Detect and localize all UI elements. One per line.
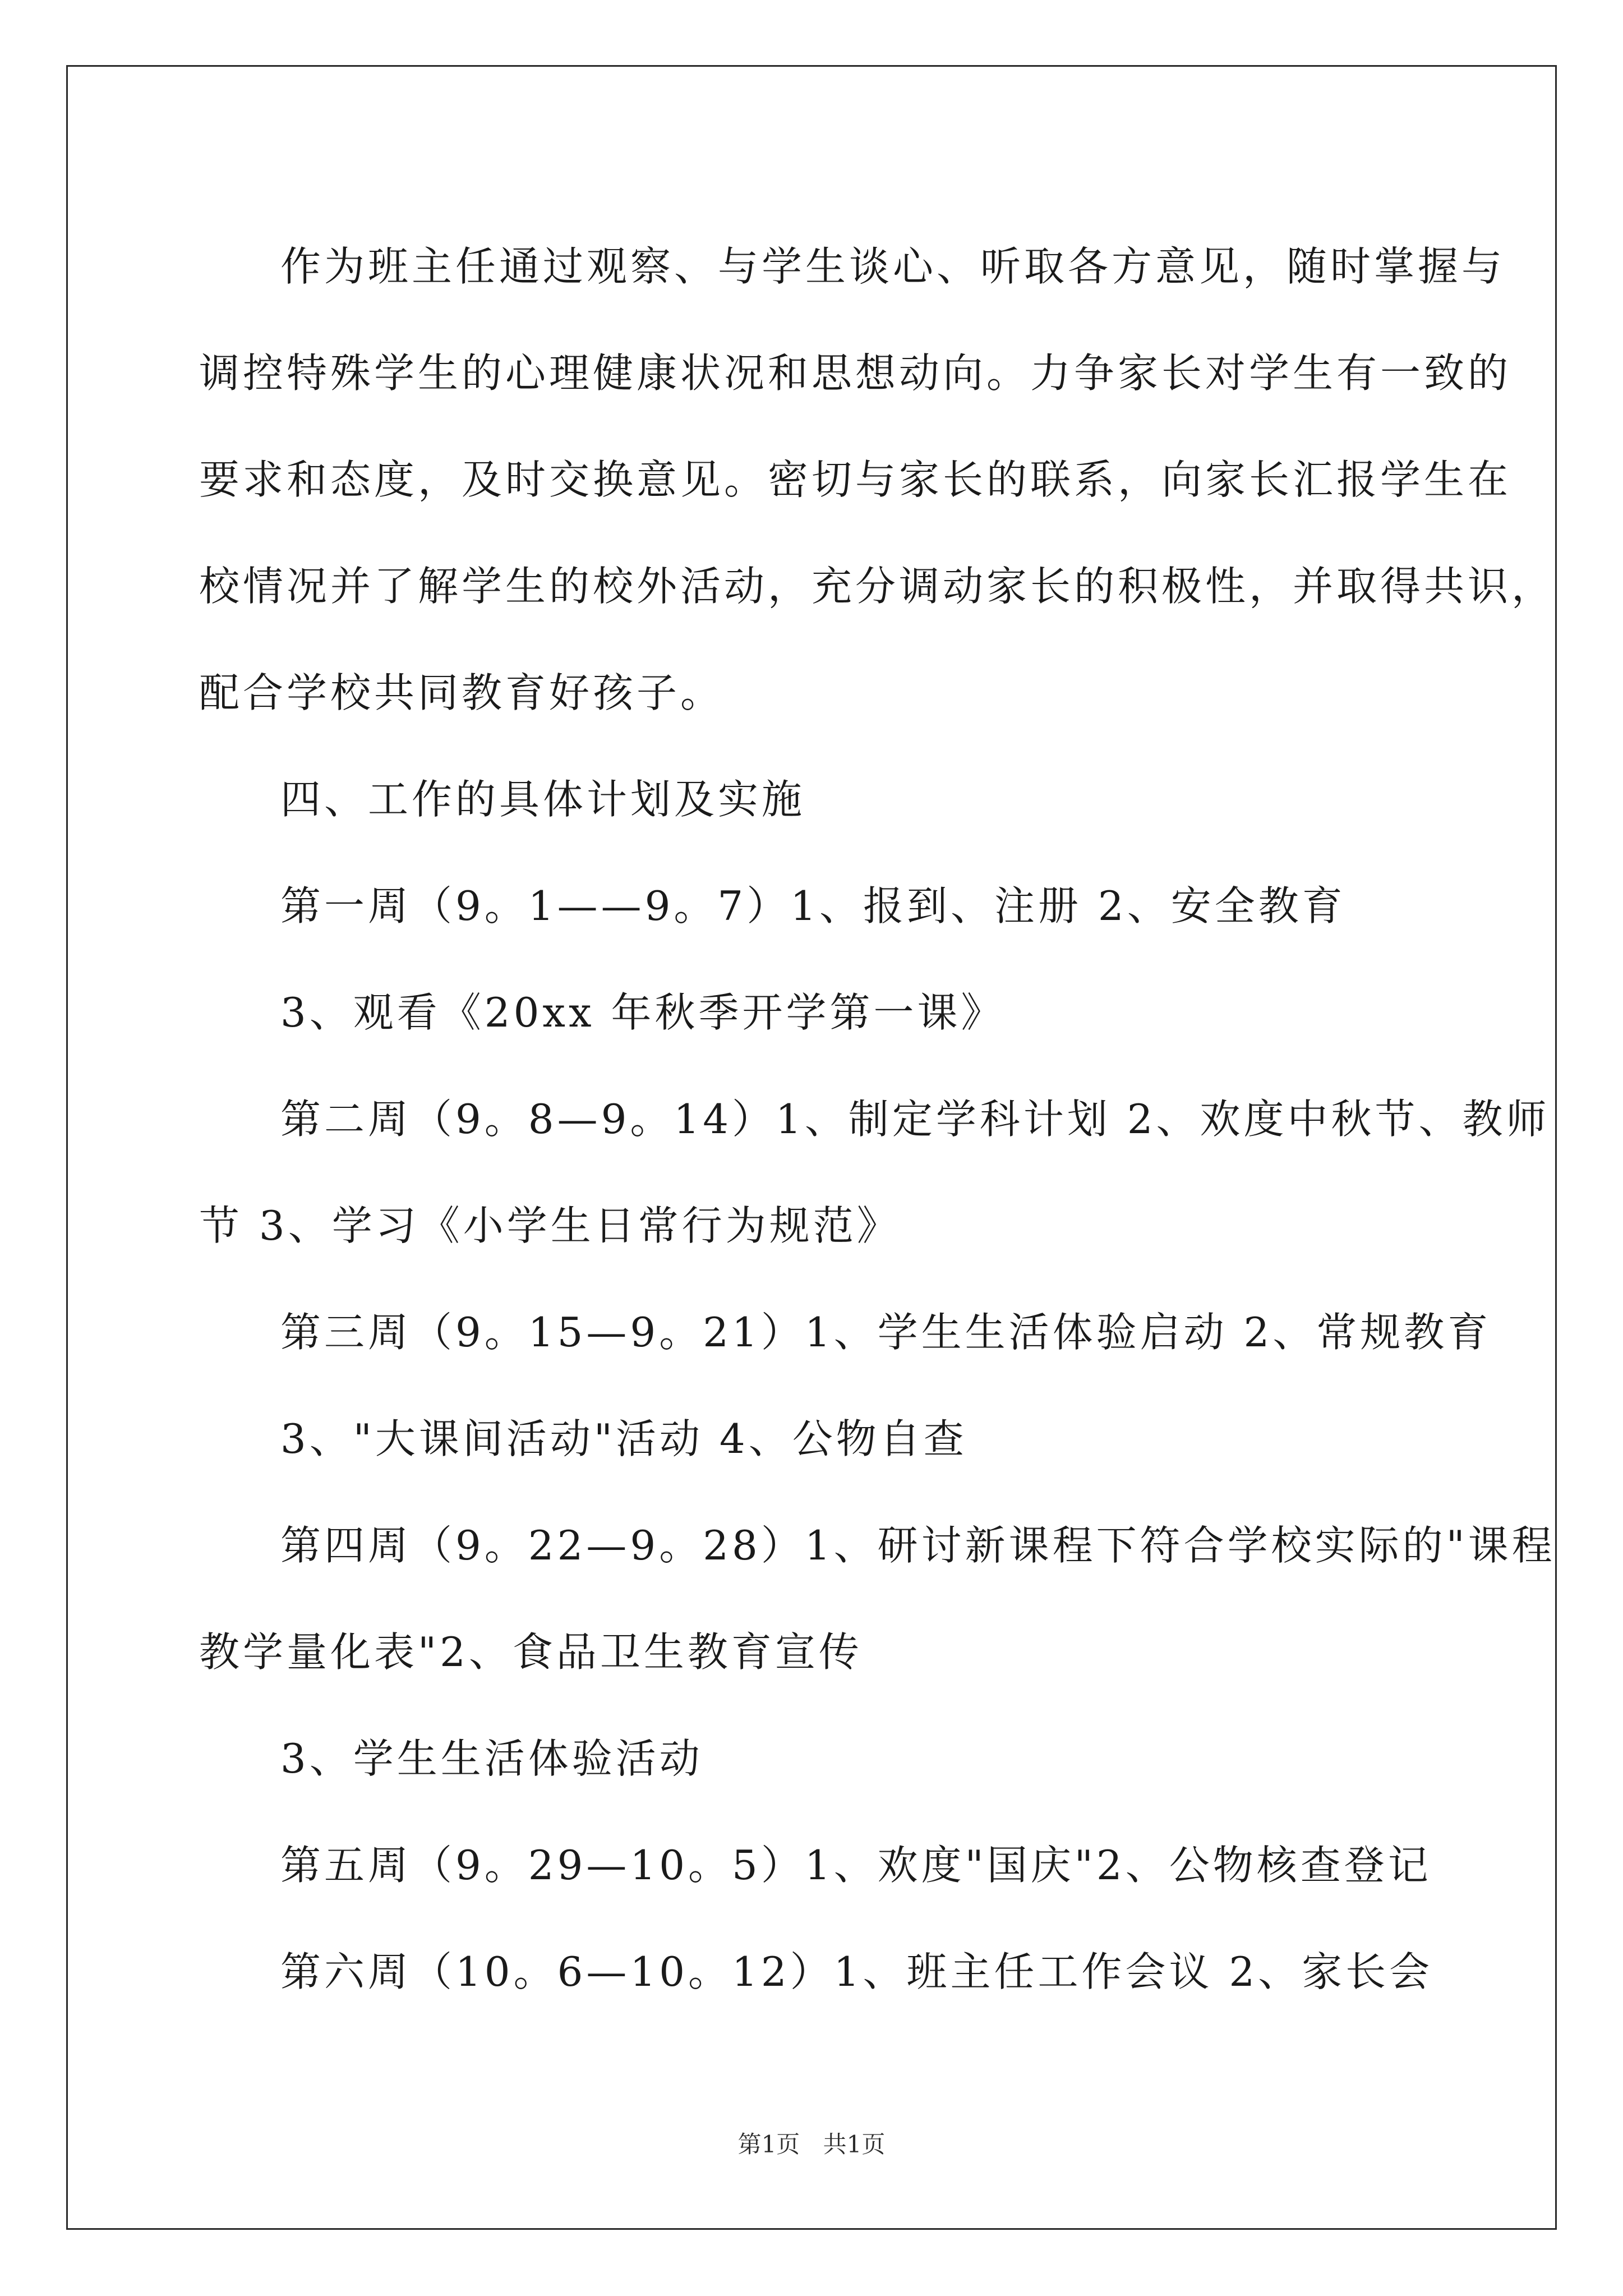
page-number: 第1页 bbox=[737, 2131, 800, 2158]
paragraph-line: 调控特殊学生的心理健康状况和思想动向。力争家长对学生有一致的 bbox=[199, 349, 1512, 397]
schedule-item-week-3: 第三周（9。15—9。21）1、学生生活体验启动 2、常规教育 bbox=[280, 1309, 1492, 1356]
schedule-item-continuation: 3、"大课间活动"活动 4、公物自查 bbox=[280, 1415, 967, 1462]
section-heading: 四、工作的具体计划及实施 bbox=[280, 776, 806, 823]
page-total: 共1页 bbox=[823, 2131, 886, 2158]
schedule-item-week-4: 第四周（9。22—9。28）1、研讨新课程下符合学校实际的"课程 bbox=[280, 1522, 1556, 1569]
document-body bbox=[199, 213, 1556, 2025]
schedule-item-week-2: 第二周（9。8—9。14）1、制定学科计划 2、欢度中秋节、教师 bbox=[280, 1096, 1550, 1143]
schedule-item-continuation: 节 3、学习《小学生日常行为规范》 bbox=[199, 1202, 901, 1249]
schedule-item-week-1: 第一周（9。1——9。7）1、报到、注册 2、安全教育 bbox=[280, 882, 1346, 930]
schedule-item-continuation: 教学量化表"2、食品卫生教育宣传 bbox=[199, 1628, 863, 1676]
schedule-item-continuation: 3、观看《20xx 年秋季开学第一课》 bbox=[280, 989, 1005, 1036]
schedule-item-week-5: 第五周（9。29—10。5）1、欢度"国庆"2、公物核查登记 bbox=[280, 1842, 1432, 1889]
paragraph-line: 作为班主任通过观察、与学生谈心、听取各方意见，随时掌握与 bbox=[280, 243, 1506, 290]
schedule-item-week-6: 第六周（10。6—10。12）1、班主任工作会议 2、家长会 bbox=[280, 1948, 1433, 1995]
paragraph-line: 要求和态度，及时交换意见。密切与家长的联系，向家长汇报学生在 bbox=[199, 456, 1512, 503]
schedule-item-continuation: 3、学生生活体验活动 bbox=[280, 1735, 703, 1782]
paragraph-line: 校情况并了解学生的校外活动，充分调动家长的积极性，并取得共识， bbox=[199, 563, 1556, 610]
paragraph-line: 配合学校共同教育好孩子。 bbox=[199, 669, 725, 716]
page-footer bbox=[0, 2126, 1623, 2160]
